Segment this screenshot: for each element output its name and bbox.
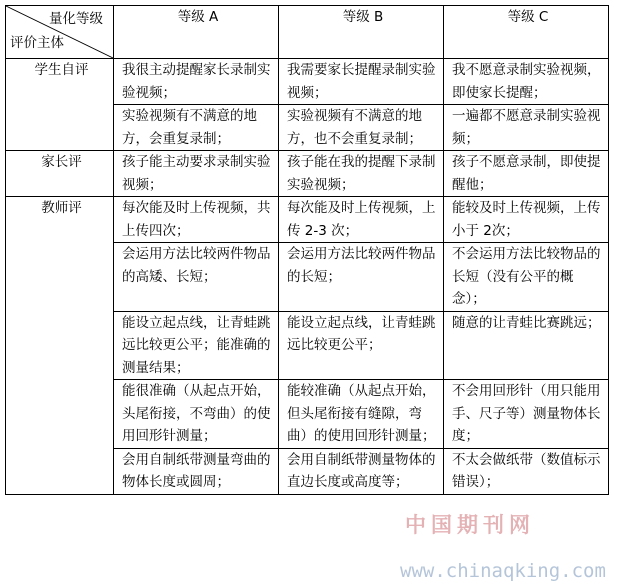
header-level-a: 等级 A [114,6,279,59]
criterion-cell: 孩子能在我的提醒下录制实验视频； [279,151,444,197]
watermark-site-url: www.chinaqking.com [400,560,606,582]
criterion-cell: 孩子能主动要求录制实验视频； [114,151,279,197]
subject-parent: 家长评 [6,151,114,197]
header-row [6,6,609,59]
criterion-cell: 会运用方法比较两件物品的高矮、长短； [114,243,279,312]
table-row [6,197,609,243]
criterion-cell: 每次能及时上传视频，上传 2-3 次； [279,197,444,243]
criterion-cell: 不会运用方法比较物品的长短（没有公平的概念）； [444,243,609,312]
criterion-cell: 能设立起点线，让青蛙跳远比较更公平； [279,311,444,380]
subject-teacher: 教师评 [6,197,114,495]
table-row [6,59,609,105]
table-row [6,151,609,197]
criterion-cell: 实验视频有不满意的地方，也不会重复录制； [279,105,444,151]
criterion-cell: 每次能及时上传视频，共上传四次； [114,197,279,243]
criterion-cell: 不太会做纸带（数值标示错误）； [444,448,609,494]
criterion-cell: 能较及时上传视频，上传小于 2次； [444,197,609,243]
criterion-cell: 我不愿意录制实验视频，即使家长提醒； [444,59,609,105]
criterion-cell: 会用自制纸带测量物体的直边长度或高度等； [279,448,444,494]
header-level-b: 等级 B [279,6,444,59]
criterion-cell: 随意的让青蛙比赛跳远； [444,311,609,380]
header-level-label: 量化等级 [49,11,103,27]
criterion-cell: 能很准确（从起点开始，头尾衔接，不弯曲）的使用回形针测量； [114,380,279,449]
criterion-cell: 会用自制纸带测量弯曲的物体长度或圆周； [114,448,279,494]
criterion-cell: 能较准确（从起点开始，但头尾衔接有缝隙，弯曲）的使用回形针测量； [279,380,444,449]
criterion-cell: 我需要家长提醒录制实验视频； [279,59,444,105]
watermark-site-name: 中国期刊网 [405,513,535,537]
criterion-cell: 能设立起点线，让青蛙跳远比较更公平；能准确的测量结果； [114,311,279,380]
criterion-cell: 一遍都不愿意录制实验视频； [444,105,609,151]
criterion-cell: 孩子不愿意录制，即使提醒他； [444,151,609,197]
evaluation-table [5,5,609,495]
subject-student-self: 学生自评 [6,59,114,151]
criterion-cell: 我很主动提醒家长录制实验视频； [114,59,279,105]
criterion-cell: 实验视频有不满意的地方，会重复录制； [114,105,279,151]
corner-diagonal-cell [6,6,114,59]
criterion-cell: 会运用方法比较两件物品的长短； [279,243,444,312]
criterion-cell: 不会用回形针（用只能用手、尺子等）测量物体长度； [444,380,609,449]
header-level-c: 等级 C [444,6,609,59]
header-subject-label: 评价主体 [10,34,64,51]
